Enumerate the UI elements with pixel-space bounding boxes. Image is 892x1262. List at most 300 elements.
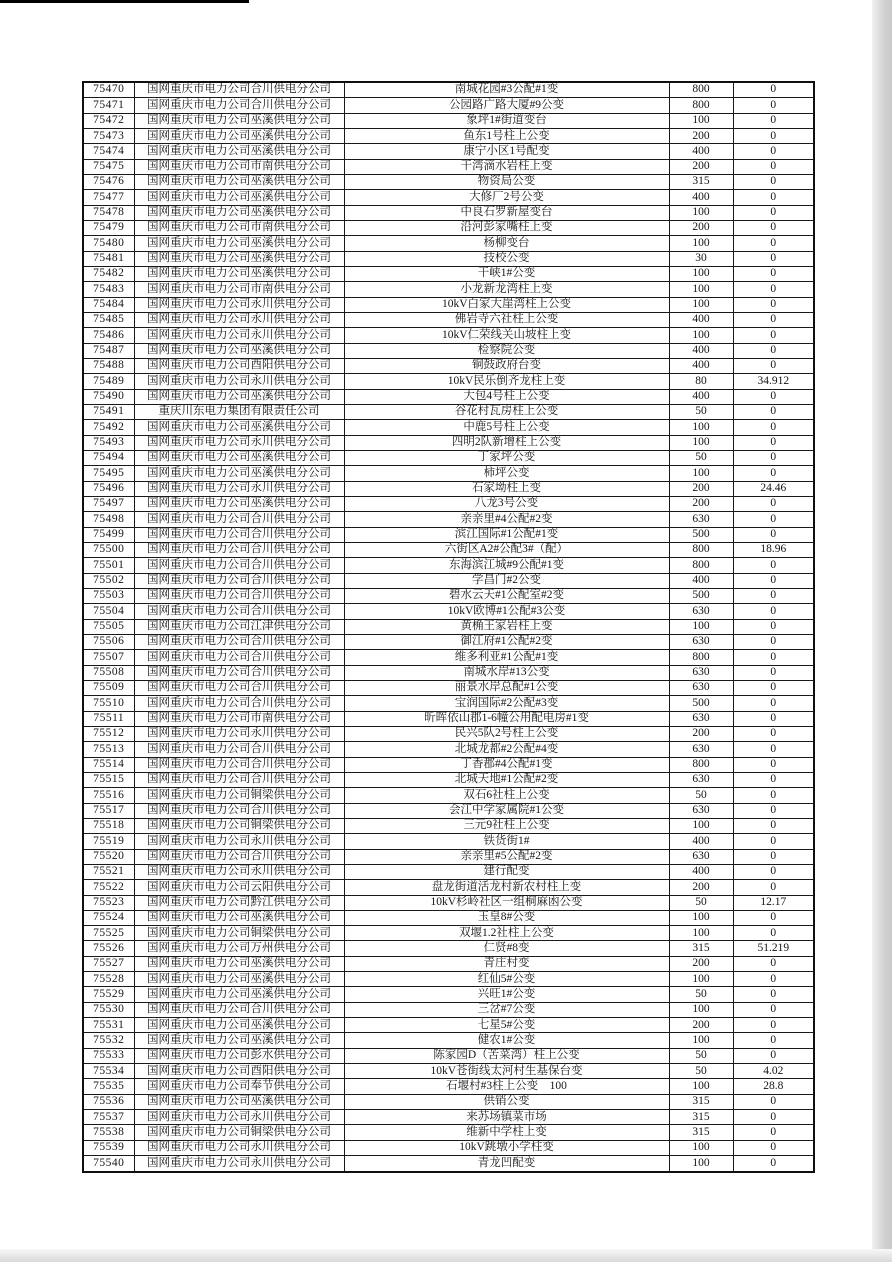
cell-capacity: 630: [669, 512, 733, 527]
cell-record-id: 75493: [83, 435, 134, 450]
cell-company-name: 国网重庆市电力公司合川供电分公司: [134, 588, 344, 603]
cell-station-name: 10kV白家大崖湾柱上公变: [344, 297, 669, 312]
cell-value: 0: [733, 496, 814, 511]
table-row: [83, 941, 814, 956]
cell-station-name: 双堰1.2社柱上公变: [344, 926, 669, 941]
cell-capacity: 500: [669, 696, 733, 711]
cell-value: 0: [733, 1094, 814, 1109]
cell-value: 0: [733, 328, 814, 343]
cell-company-name: 国网重庆市电力公司黔江供电分公司: [134, 895, 344, 910]
table-row: [83, 711, 814, 726]
table-row: [83, 267, 814, 282]
cell-capacity: 800: [669, 558, 733, 573]
cell-record-id: 75476: [83, 175, 134, 190]
cell-value: 0: [733, 573, 814, 588]
cell-record-id: 75474: [83, 144, 134, 159]
cell-capacity: 200: [669, 129, 733, 144]
scan-artifact-right-band: [872, 0, 892, 1262]
power-station-table-body: [83, 82, 814, 1172]
table-row: [83, 113, 814, 128]
cell-value: 0: [733, 910, 814, 925]
cell-company-name: 国网重庆市电力公司市南供电分公司: [134, 711, 344, 726]
cell-station-name: 盘龙街道活龙村新农村柱上变: [344, 880, 669, 895]
cell-station-name: 康宁小区1号配变: [344, 144, 669, 159]
cell-capacity: 200: [669, 496, 733, 511]
cell-value: 0: [733, 972, 814, 987]
cell-capacity: 100: [669, 1156, 733, 1172]
cell-record-id: 75507: [83, 650, 134, 665]
cell-value: 0: [733, 604, 814, 619]
cell-record-id: 75480: [83, 236, 134, 251]
cell-value: 51.219: [733, 941, 814, 956]
cell-capacity: 100: [669, 926, 733, 941]
cell-capacity: 800: [669, 757, 733, 772]
table-row: [83, 1048, 814, 1063]
cell-company-name: 国网重庆市电力公司铜梁供电分公司: [134, 926, 344, 941]
cell-station-name: 干湾滴水岩柱上变: [344, 159, 669, 174]
cell-company-name: 国网重庆市电力公司合川供电分公司: [134, 803, 344, 818]
cell-company-name: 国网重庆市电力公司巫溪供电分公司: [134, 236, 344, 251]
cell-station-name: 干峡1#公变: [344, 267, 669, 282]
cell-value: 0: [733, 236, 814, 251]
table-row: [83, 236, 814, 251]
cell-record-id: 75484: [83, 297, 134, 312]
cell-value: 0: [733, 956, 814, 971]
cell-record-id: 75479: [83, 221, 134, 236]
cell-capacity: 100: [669, 1079, 733, 1094]
cell-station-name: 双石6社柱上公变: [344, 788, 669, 803]
cell-record-id: 75525: [83, 926, 134, 941]
cell-capacity: 200: [669, 481, 733, 496]
cell-capacity: 630: [669, 604, 733, 619]
cell-capacity: 200: [669, 159, 733, 174]
cell-company-name: 国网重庆市电力公司铜梁供电分公司: [134, 788, 344, 803]
cell-station-name: 鱼东1号柱上公变: [344, 129, 669, 144]
cell-record-id: 75497: [83, 496, 134, 511]
table-row: [83, 1002, 814, 1017]
cell-station-name: 建行配变: [344, 864, 669, 879]
cell-value: 0: [733, 803, 814, 818]
table-row: [83, 313, 814, 328]
cell-station-name: 北城天地#1公配#2变: [344, 772, 669, 787]
cell-station-name: 兴旺1#公变: [344, 987, 669, 1002]
cell-station-name: 民兴5队2号柱上公变: [344, 726, 669, 741]
cell-station-name: 亲亲里#4公配#2变: [344, 512, 669, 527]
cell-value: 0: [733, 405, 814, 420]
cell-station-name: 石家坳柱上变: [344, 481, 669, 496]
cell-station-name: 玉皇8#公变: [344, 910, 669, 925]
cell-company-name: 国网重庆市电力公司合川供电分公司: [134, 772, 344, 787]
cell-record-id: 75532: [83, 1033, 134, 1048]
cell-value: 12.17: [733, 895, 814, 910]
cell-company-name: 重庆川东电力集团有限责任公司: [134, 405, 344, 420]
cell-station-name: 10kV民乐倒齐龙柱上变: [344, 374, 669, 389]
table-row: [83, 221, 814, 236]
cell-value: 0: [733, 1033, 814, 1048]
cell-capacity: 400: [669, 359, 733, 374]
cell-record-id: 75510: [83, 696, 134, 711]
cell-value: 0: [733, 282, 814, 297]
cell-station-name: 滨江国际#1公配#1变: [344, 527, 669, 542]
cell-station-name: 亲亲里#5公配#2变: [344, 849, 669, 864]
cell-station-name: 会江中学家属院#1公变: [344, 803, 669, 818]
cell-capacity: 200: [669, 1018, 733, 1033]
cell-station-name: 七星5#公变: [344, 1018, 669, 1033]
cell-company-name: 国网重庆市电力公司巫溪供电分公司: [134, 205, 344, 220]
cell-company-name: 国网重庆市电力公司酉阳供电分公司: [134, 1064, 344, 1079]
cell-value: 0: [733, 650, 814, 665]
cell-record-id: 75502: [83, 573, 134, 588]
cell-capacity: 630: [669, 711, 733, 726]
cell-record-id: 75518: [83, 818, 134, 833]
cell-station-name: 青庄村变: [344, 956, 669, 971]
table-row: [83, 680, 814, 695]
cell-company-name: 国网重庆市电力公司永川供电分公司: [134, 313, 344, 328]
cell-record-id: 75535: [83, 1079, 134, 1094]
cell-company-name: 国网重庆市电力公司铜梁供电分公司: [134, 818, 344, 833]
cell-value: 0: [733, 159, 814, 174]
cell-capacity: 630: [669, 849, 733, 864]
table-row: [83, 435, 814, 450]
cell-company-name: 国网重庆市电力公司巫溪供电分公司: [134, 267, 344, 282]
power-station-table: [82, 81, 815, 1173]
cell-capacity: 30: [669, 251, 733, 266]
cell-value: 0: [733, 113, 814, 128]
cell-record-id: 75488: [83, 359, 134, 374]
cell-capacity: 500: [669, 588, 733, 603]
cell-record-id: 75528: [83, 972, 134, 987]
cell-company-name: 国网重庆市电力公司合川供电分公司: [134, 634, 344, 649]
cell-station-name: 仁贤#8变: [344, 941, 669, 956]
cell-capacity: 50: [669, 788, 733, 803]
table-row: [83, 665, 814, 680]
cell-capacity: 100: [669, 205, 733, 220]
cell-record-id: 75475: [83, 159, 134, 174]
cell-station-name: 10kV跳墩小学柱变: [344, 1140, 669, 1155]
table-row: [83, 1125, 814, 1140]
cell-capacity: 400: [669, 864, 733, 879]
cell-value: 0: [733, 987, 814, 1002]
cell-capacity: 100: [669, 420, 733, 435]
cell-capacity: 200: [669, 726, 733, 741]
cell-value: 0: [733, 788, 814, 803]
cell-station-name: 三元9社柱上公变: [344, 818, 669, 833]
cell-company-name: 国网重庆市电力公司永川供电分公司: [134, 1140, 344, 1155]
cell-capacity: 630: [669, 634, 733, 649]
cell-station-name: 供销公变: [344, 1094, 669, 1109]
cell-company-name: 国网重庆市电力公司巫溪供电分公司: [134, 450, 344, 465]
cell-value: 0: [733, 420, 814, 435]
cell-station-name: 10kV欧博#1公配#3公变: [344, 604, 669, 619]
cell-capacity: 50: [669, 450, 733, 465]
scan-artifact-top-bar: [0, 0, 249, 3]
cell-capacity: 50: [669, 405, 733, 420]
cell-value: 0: [733, 1018, 814, 1033]
cell-record-id: 75513: [83, 742, 134, 757]
cell-capacity: 50: [669, 895, 733, 910]
cell-record-id: 75485: [83, 313, 134, 328]
table-row: [83, 834, 814, 849]
cell-value: 0: [733, 359, 814, 374]
cell-station-name: 公园路广路大厦#9公变: [344, 98, 669, 113]
cell-capacity: 100: [669, 619, 733, 634]
cell-station-name: 10kV仁荣线关山坡柱上变: [344, 328, 669, 343]
cell-record-id: 75471: [83, 98, 134, 113]
cell-capacity: 100: [669, 466, 733, 481]
cell-record-id: 75517: [83, 803, 134, 818]
cell-value: 0: [733, 466, 814, 481]
cell-station-name: 小龙新龙湾柱上变: [344, 282, 669, 297]
cell-station-name: 沿河彭家嘴柱上变: [344, 221, 669, 236]
cell-value: 0: [733, 190, 814, 205]
cell-station-name: 三岔#7公变: [344, 1002, 669, 1017]
table-row: [83, 849, 814, 864]
cell-record-id: 75492: [83, 420, 134, 435]
cell-station-name: 健农1#公变: [344, 1033, 669, 1048]
cell-record-id: 75482: [83, 267, 134, 282]
cell-capacity: 100: [669, 282, 733, 297]
cell-company-name: 国网重庆市电力公司巫溪供电分公司: [134, 496, 344, 511]
cell-record-id: 75515: [83, 772, 134, 787]
cell-record-id: 75526: [83, 941, 134, 956]
table-row: [83, 880, 814, 895]
cell-capacity: 80: [669, 374, 733, 389]
cell-company-name: 国网重庆市电力公司巫溪供电分公司: [134, 1018, 344, 1033]
table-row: [83, 696, 814, 711]
cell-record-id: 75495: [83, 466, 134, 481]
cell-company-name: 国网重庆市电力公司巫溪供电分公司: [134, 1033, 344, 1048]
table-row: [83, 282, 814, 297]
cell-capacity: 100: [669, 113, 733, 128]
cell-capacity: 630: [669, 772, 733, 787]
cell-record-id: 75489: [83, 374, 134, 389]
cell-station-name: 10kV苍街线太河村生基保台变: [344, 1064, 669, 1079]
cell-station-name: 六街区A2#公配3#（配）: [344, 542, 669, 557]
table-row: [83, 619, 814, 634]
cell-capacity: 50: [669, 987, 733, 1002]
cell-company-name: 国网重庆市电力公司合川供电分公司: [134, 558, 344, 573]
cell-capacity: 400: [669, 834, 733, 849]
cell-value: 0: [733, 175, 814, 190]
cell-company-name: 国网重庆市电力公司铜梁供电分公司: [134, 1125, 344, 1140]
cell-record-id: 75483: [83, 282, 134, 297]
cell-capacity: 50: [669, 1064, 733, 1079]
cell-company-name: 国网重庆市电力公司合川供电分公司: [134, 696, 344, 711]
cell-value: 0: [733, 1125, 814, 1140]
table-row: [83, 129, 814, 144]
cell-record-id: 75470: [83, 82, 134, 98]
table-row: [83, 420, 814, 435]
cell-record-id: 75527: [83, 956, 134, 971]
cell-value: 0: [733, 267, 814, 282]
table-row: [83, 328, 814, 343]
cell-record-id: 75538: [83, 1125, 134, 1140]
cell-record-id: 75539: [83, 1140, 134, 1155]
cell-company-name: 国网重庆市电力公司巫溪供电分公司: [134, 113, 344, 128]
table-row: [83, 772, 814, 787]
table-row: [83, 450, 814, 465]
cell-record-id: 75500: [83, 542, 134, 557]
cell-capacity: 315: [669, 941, 733, 956]
cell-station-name: 东海滨江城#9公配#1变: [344, 558, 669, 573]
cell-company-name: 国网重庆市电力公司永川供电分公司: [134, 374, 344, 389]
cell-capacity: 200: [669, 221, 733, 236]
cell-value: 0: [733, 1002, 814, 1017]
cell-value: 0: [733, 864, 814, 879]
cell-value: 0: [733, 772, 814, 787]
cell-value: 0: [733, 680, 814, 695]
cell-capacity: 100: [669, 972, 733, 987]
cell-company-name: 国网重庆市电力公司永川供电分公司: [134, 328, 344, 343]
table-row: [83, 297, 814, 312]
table-row: [83, 542, 814, 557]
cell-company-name: 国网重庆市电力公司巫溪供电分公司: [134, 389, 344, 404]
cell-capacity: 200: [669, 880, 733, 895]
cell-value: 34.912: [733, 374, 814, 389]
table-row: [83, 573, 814, 588]
cell-value: 0: [733, 144, 814, 159]
table-row: [83, 144, 814, 159]
cell-company-name: 国网重庆市电力公司永川供电分公司: [134, 864, 344, 879]
cell-company-name: 国网重庆市电力公司合川供电分公司: [134, 757, 344, 772]
cell-record-id: 75514: [83, 757, 134, 772]
cell-capacity: 50: [669, 1048, 733, 1063]
table-row: [83, 98, 814, 113]
cell-capacity: 400: [669, 144, 733, 159]
cell-record-id: 75512: [83, 726, 134, 741]
table-row: [83, 588, 814, 603]
table-row: [83, 926, 814, 941]
cell-record-id: 75519: [83, 834, 134, 849]
cell-record-id: 75473: [83, 129, 134, 144]
table-row: [83, 405, 814, 420]
cell-value: 0: [733, 297, 814, 312]
cell-value: 0: [733, 926, 814, 941]
cell-record-id: 75534: [83, 1064, 134, 1079]
cell-company-name: 国网重庆市电力公司合川供电分公司: [134, 849, 344, 864]
cell-value: 24.46: [733, 481, 814, 496]
table-row: [83, 343, 814, 358]
table-row: [83, 190, 814, 205]
table-row: [83, 1064, 814, 1079]
table-row: [83, 82, 814, 98]
cell-record-id: 75530: [83, 1002, 134, 1017]
cell-capacity: 630: [669, 742, 733, 757]
cell-value: 0: [733, 313, 814, 328]
cell-station-name: 铁货街1#: [344, 834, 669, 849]
table-row: [83, 1033, 814, 1048]
cell-record-id: 75491: [83, 405, 134, 420]
cell-capacity: 315: [669, 1110, 733, 1125]
table-row: [83, 1110, 814, 1125]
table-row: [83, 864, 814, 879]
cell-company-name: 国网重庆市电力公司永川供电分公司: [134, 726, 344, 741]
cell-station-name: 学昌门#2公变: [344, 573, 669, 588]
cell-company-name: 国网重庆市电力公司合川供电分公司: [134, 680, 344, 695]
cell-capacity: 400: [669, 389, 733, 404]
cell-capacity: 630: [669, 803, 733, 818]
table-row: [83, 251, 814, 266]
cell-station-name: 维多利亚#1公配#1变: [344, 650, 669, 665]
cell-company-name: 国网重庆市电力公司永川供电分公司: [134, 481, 344, 496]
cell-station-name: 北城龙都#2公配#4变: [344, 742, 669, 757]
cell-company-name: 国网重庆市电力公司永川供电分公司: [134, 435, 344, 450]
cell-company-name: 国网重庆市电力公司奉节供电分公司: [134, 1079, 344, 1094]
cell-value: 0: [733, 82, 814, 98]
cell-company-name: 国网重庆市电力公司万州供电分公司: [134, 941, 344, 956]
cell-record-id: 75498: [83, 512, 134, 527]
table-row: [83, 650, 814, 665]
cell-company-name: 国网重庆市电力公司巫溪供电分公司: [134, 956, 344, 971]
table-row: [83, 895, 814, 910]
cell-company-name: 国网重庆市电力公司合川供电分公司: [134, 542, 344, 557]
cell-station-name: 红仙5#公变: [344, 972, 669, 987]
cell-record-id: 75490: [83, 389, 134, 404]
cell-company-name: 国网重庆市电力公司合川供电分公司: [134, 82, 344, 98]
cell-value: 0: [733, 1156, 814, 1172]
table-row: [83, 359, 814, 374]
cell-value: 0: [733, 251, 814, 266]
cell-capacity: 800: [669, 98, 733, 113]
cell-capacity: 100: [669, 297, 733, 312]
cell-record-id: 75472: [83, 113, 134, 128]
cell-company-name: 国网重庆市电力公司巫溪供电分公司: [134, 466, 344, 481]
cell-station-name: 南城花园#3公配#1变: [344, 82, 669, 98]
cell-company-name: 国网重庆市电力公司酉阳供电分公司: [134, 359, 344, 374]
cell-value: 0: [733, 818, 814, 833]
cell-value: 0: [733, 665, 814, 680]
cell-company-name: 国网重庆市电力公司市南供电分公司: [134, 159, 344, 174]
table-row: [83, 1018, 814, 1033]
cell-capacity: 100: [669, 435, 733, 450]
cell-station-name: 中鹿5号柱上公变: [344, 420, 669, 435]
cell-value: 0: [733, 98, 814, 113]
cell-station-name: 青龙凹配变: [344, 1156, 669, 1172]
cell-station-name: 柿坪公变: [344, 466, 669, 481]
cell-station-name: 昕晖依山郡1-6幢公用配电房#1变: [344, 711, 669, 726]
cell-station-name: 丽景水岸总配#1公变: [344, 680, 669, 695]
cell-capacity: 100: [669, 1002, 733, 1017]
table-row: [83, 481, 814, 496]
cell-record-id: 75494: [83, 450, 134, 465]
cell-value: 0: [733, 588, 814, 603]
cell-station-name: 丁家坪公变: [344, 450, 669, 465]
cell-value: 4.02: [733, 1064, 814, 1079]
cell-capacity: 400: [669, 190, 733, 205]
cell-record-id: 75481: [83, 251, 134, 266]
cell-capacity: 400: [669, 343, 733, 358]
cell-company-name: 国网重庆市电力公司巫溪供电分公司: [134, 420, 344, 435]
cell-station-name: 四明2队新增柱上公变: [344, 435, 669, 450]
cell-record-id: 75486: [83, 328, 134, 343]
cell-record-id: 75509: [83, 680, 134, 695]
cell-company-name: 国网重庆市电力公司市南供电分公司: [134, 282, 344, 297]
cell-station-name: 10kV杉岭社区一组桐麻凼公变: [344, 895, 669, 910]
cell-company-name: 国网重庆市电力公司市南供电分公司: [134, 221, 344, 236]
cell-company-name: 国网重庆市电力公司永川供电分公司: [134, 1110, 344, 1125]
cell-capacity: 100: [669, 236, 733, 251]
table-row: [83, 604, 814, 619]
cell-value: 0: [733, 726, 814, 741]
cell-capacity: 315: [669, 175, 733, 190]
cell-station-name: 宝润国际#2公配#3变: [344, 696, 669, 711]
cell-record-id: 75523: [83, 895, 134, 910]
cell-station-name: 技校公变: [344, 251, 669, 266]
cell-value: 0: [733, 205, 814, 220]
cell-company-name: 国网重庆市电力公司合川供电分公司: [134, 1002, 344, 1017]
cell-capacity: 800: [669, 542, 733, 557]
cell-station-name: 大包4号柱上公变: [344, 389, 669, 404]
